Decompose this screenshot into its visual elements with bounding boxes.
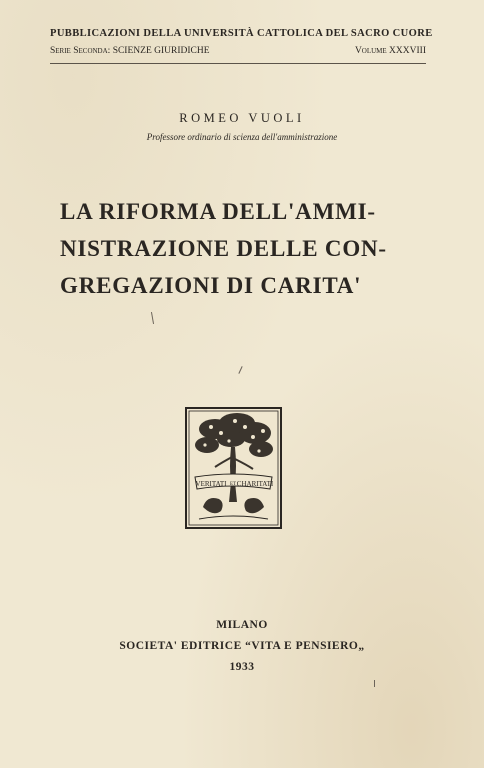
pencil-mark bbox=[374, 680, 375, 687]
motto-right: CHARITATI bbox=[236, 480, 274, 488]
pencil-mark bbox=[238, 366, 242, 374]
author-role: Professore ordinario di scienza dell'amministrazione bbox=[146, 132, 338, 142]
book-title bbox=[60, 193, 430, 304]
series-name: SCIENZE GIURIDICHE bbox=[112, 46, 210, 56]
publisher-block bbox=[0, 615, 484, 678]
motto-mid: ET bbox=[229, 482, 237, 487]
publication-year: 1933 bbox=[229, 661, 255, 673]
author-name: ROMEO VUOLI bbox=[179, 111, 305, 125]
publisher-city: MILANO bbox=[216, 619, 268, 631]
series-row bbox=[50, 46, 426, 56]
motto-left: VERITATI bbox=[195, 480, 227, 488]
series-info bbox=[50, 46, 210, 56]
title-line: GREGAZIONI DI CARITA' bbox=[60, 273, 362, 298]
volume-number: Volume XXXVIII bbox=[354, 46, 426, 56]
publisher-emblem-icon bbox=[185, 407, 282, 529]
pencil-mark bbox=[151, 312, 154, 324]
title-line: LA RIFORMA DELL'AMMI- bbox=[60, 199, 376, 224]
publication-header: PUBBLICAZIONI DELLA UNIVERSITÀ CATTOLICA DEL SACRO CUORE bbox=[50, 28, 433, 39]
publisher-name: SOCIETA' EDITRICE “VITA E PENSIERO„ bbox=[119, 640, 365, 652]
series-prefix: Serie Seconda: bbox=[50, 46, 111, 56]
title-line: NISTRAZIONE DELLE CON- bbox=[60, 236, 387, 261]
header-rule bbox=[50, 63, 426, 64]
